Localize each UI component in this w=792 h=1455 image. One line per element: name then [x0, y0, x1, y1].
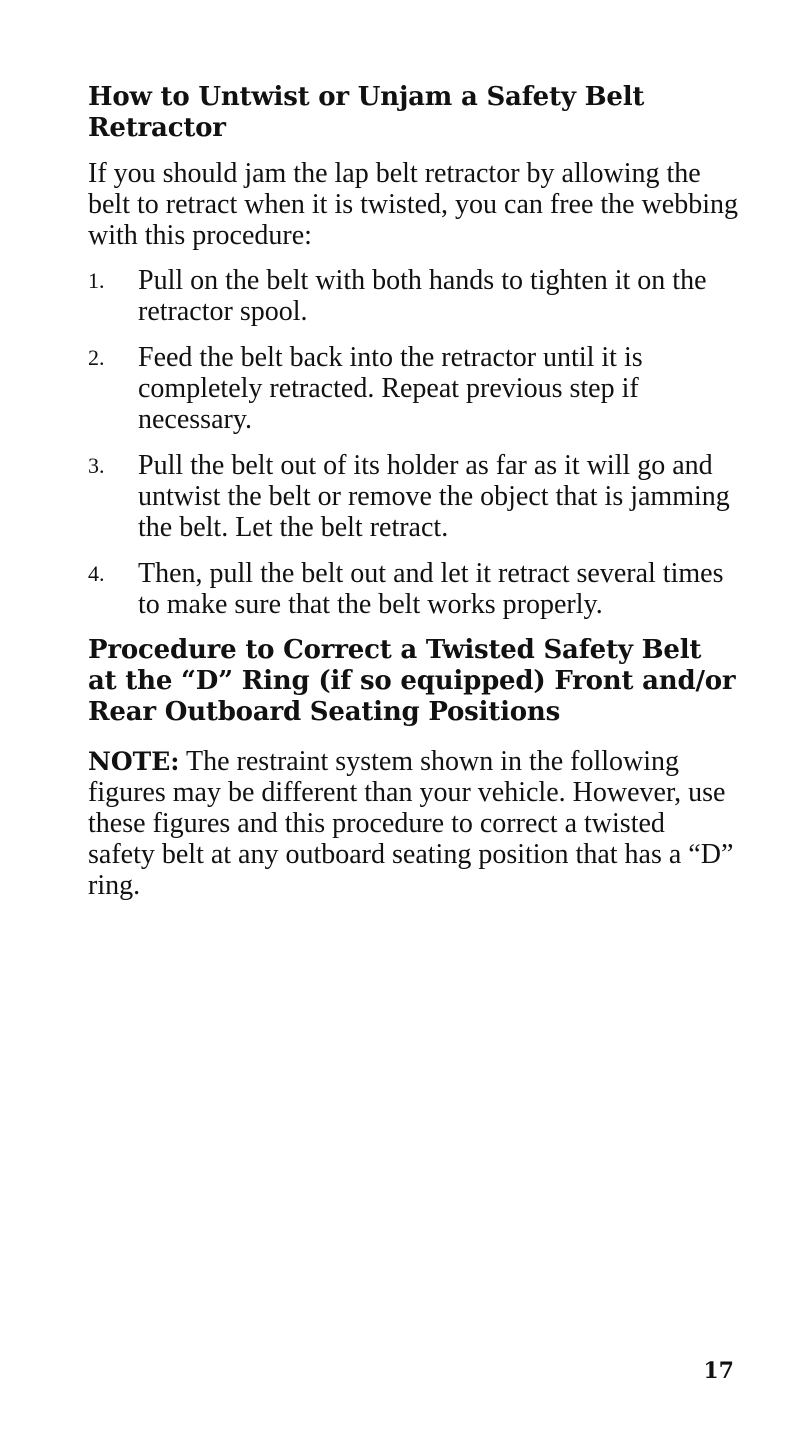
step-number: 1.: [88, 268, 105, 293]
section-heading-untwist-retractor: How to Untwist or Unjam a Safety Belt Retractor: [88, 82, 645, 143]
step-text: Pull on the belt with both hands to tighten it on the retractor spool.: [138, 265, 707, 327]
procedure-step-3: [88, 450, 738, 543]
step-text: Pull the belt out of its holder as far as it will go and untwist the belt or remove the object that is jamming the belt. Let the belt retract.: [138, 450, 730, 543]
step-number: 2.: [88, 345, 105, 370]
procedure-step-4: [88, 558, 738, 620]
note-text: The restraint system shown in the following figures may be different than your vehicle. However, use these figures and this procedure to correct a twisted safety belt at any outboard seating position that has a “D” ring.: [88, 746, 734, 901]
procedure-step-1: [88, 265, 738, 327]
section-intro-paragraph: If you should jam the lap belt retractor by allowing the belt to retract when it is twisted, you can free the webbing with this procedure:: [88, 158, 739, 251]
page-number: 17: [703, 1358, 734, 1384]
manual-page: [88, 82, 738, 901]
section-heading-twisted-belt-d-ring: Procedure to Correct a Twisted Safety Belt at the “D” Ring (if so equipped) Front and/or Rear Outboard Seating Positions: [88, 635, 736, 727]
note-label: NOTE:: [88, 747, 180, 776]
step-number: 3.: [88, 453, 105, 478]
procedure-step-2: [88, 342, 738, 435]
step-number: 4.: [88, 561, 105, 586]
step-text: Then, pull the belt out and let it retract several times to make sure that the belt works properly.: [138, 558, 724, 620]
note-paragraph: [88, 746, 738, 901]
step-text: Feed the belt back into the retractor until it is completely retracted. Repeat previous step if necessary.: [138, 342, 643, 435]
procedure-steps-list: [88, 265, 738, 620]
